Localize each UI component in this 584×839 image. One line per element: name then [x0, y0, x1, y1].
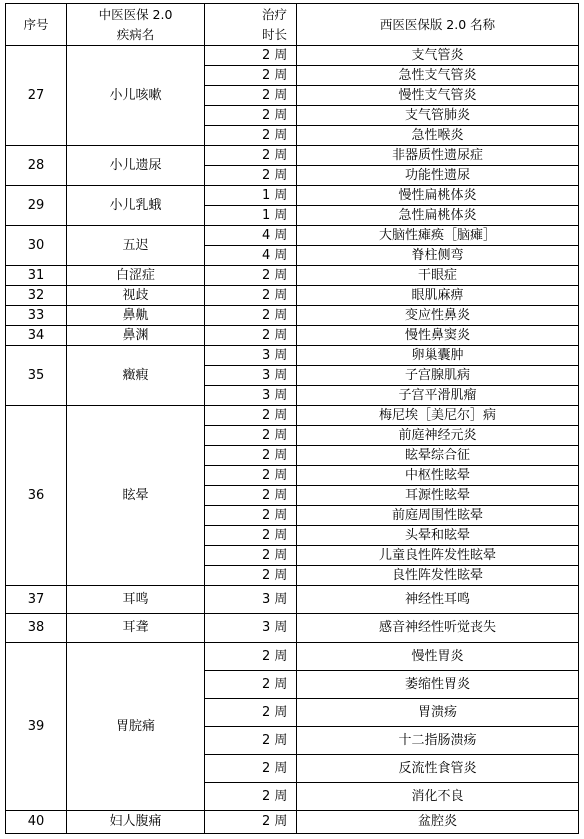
western-disease-name: 急性扁桃体炎 [297, 206, 579, 226]
table-row [6, 811, 579, 834]
western-disease-name: 反流性食管炎 [297, 755, 579, 783]
table-row [6, 226, 579, 246]
row-number: 40 [6, 811, 67, 834]
treatment-duration: 4 周 [205, 246, 297, 266]
treatment-duration: 2 周 [205, 106, 297, 126]
treatment-duration: 2 周 [205, 783, 297, 811]
row-number: 34 [6, 326, 67, 346]
western-disease-name: 良性阵发性眩晕 [297, 566, 579, 586]
treatment-duration: 1 周 [205, 186, 297, 206]
table-row [6, 186, 579, 206]
western-disease-name: 胃溃疡 [297, 699, 579, 727]
treatment-duration: 3 周 [205, 346, 297, 366]
western-disease-name: 盆腔炎 [297, 811, 579, 834]
row-number: 37 [6, 586, 67, 614]
western-disease-name: 神经性耳鸣 [297, 586, 579, 614]
row-number: 33 [6, 306, 67, 326]
treatment-duration: 2 周 [205, 266, 297, 286]
row-number: 29 [6, 186, 67, 226]
row-number: 31 [6, 266, 67, 286]
disease-mapping-table [5, 3, 579, 834]
western-disease-name: 萎缩性胃炎 [297, 671, 579, 699]
table-row [6, 266, 579, 286]
western-disease-name: 梅尼埃［美尼尔］病 [297, 406, 579, 426]
header-duration-line1: 治疗 [262, 6, 288, 22]
treatment-duration: 2 周 [205, 126, 297, 146]
western-disease-name: 感音神经性听觉丧失 [297, 614, 579, 643]
treatment-duration: 2 周 [205, 755, 297, 783]
treatment-duration: 2 周 [205, 566, 297, 586]
treatment-duration: 2 周 [205, 446, 297, 466]
table-row [6, 586, 579, 614]
treatment-duration: 2 周 [205, 86, 297, 106]
western-disease-name: 前庭周围性眩晕 [297, 506, 579, 526]
row-number: 32 [6, 286, 67, 306]
western-disease-name: 急性支气管炎 [297, 66, 579, 86]
tcm-disease-name: 眩晕 [67, 406, 205, 586]
tcm-disease-name: 耳聋 [67, 614, 205, 643]
western-disease-name: 慢性支气管炎 [297, 86, 579, 106]
treatment-duration: 3 周 [205, 614, 297, 643]
western-disease-name: 眼肌麻痹 [297, 286, 579, 306]
tcm-disease-name: 鼻渊 [67, 326, 205, 346]
row-number: 28 [6, 146, 67, 186]
treatment-duration: 2 周 [205, 699, 297, 727]
treatment-duration: 2 周 [205, 306, 297, 326]
tcm-disease-name: 五迟 [67, 226, 205, 266]
western-disease-name: 子宫平滑肌瘤 [297, 386, 579, 406]
row-number: 36 [6, 406, 67, 586]
header-duration [205, 4, 297, 46]
treatment-duration: 2 周 [205, 466, 297, 486]
treatment-duration: 3 周 [205, 386, 297, 406]
western-disease-name: 急性喉炎 [297, 126, 579, 146]
western-disease-name: 中枢性眩晕 [297, 466, 579, 486]
row-number: 30 [6, 226, 67, 266]
western-disease-name: 支气管炎 [297, 46, 579, 66]
table-row [6, 643, 579, 671]
header-number: 序号 [6, 4, 67, 46]
western-disease-name: 头晕和眩晕 [297, 526, 579, 546]
western-disease-name: 十二指肠溃疡 [297, 727, 579, 755]
tcm-disease-name: 白涩症 [67, 266, 205, 286]
header-western-disease: 西医医保版 2.0 名称 [297, 4, 579, 46]
western-disease-name: 支气管肺炎 [297, 106, 579, 126]
western-disease-name: 非器质性遗尿症 [297, 146, 579, 166]
western-disease-name: 前庭神经元炎 [297, 426, 579, 446]
western-disease-name: 慢性鼻窦炎 [297, 326, 579, 346]
table-row [6, 346, 579, 366]
treatment-duration: 2 周 [205, 46, 297, 66]
treatment-duration: 2 周 [205, 166, 297, 186]
tcm-disease-name: 小儿咳嗽 [67, 46, 205, 146]
table-header-row [6, 4, 579, 46]
western-disease-name: 变应性鼻炎 [297, 306, 579, 326]
header-tcm-line2: 疾病名 [116, 26, 155, 42]
row-number: 38 [6, 614, 67, 643]
western-disease-name: 儿童良性阵发性眩晕 [297, 546, 579, 566]
western-disease-name: 耳源性眩晕 [297, 486, 579, 506]
table-row [6, 286, 579, 306]
treatment-duration: 2 周 [205, 671, 297, 699]
treatment-duration: 2 周 [205, 146, 297, 166]
western-disease-name: 功能性遗尿 [297, 166, 579, 186]
tcm-disease-name: 胃脘痛 [67, 643, 205, 811]
western-disease-name: 干眼症 [297, 266, 579, 286]
treatment-duration: 2 周 [205, 727, 297, 755]
treatment-duration: 2 周 [205, 486, 297, 506]
header-duration-line2: 时长 [262, 26, 288, 42]
treatment-duration: 2 周 [205, 546, 297, 566]
treatment-duration: 2 周 [205, 406, 297, 426]
treatment-duration: 2 周 [205, 811, 297, 834]
header-tcm-disease [67, 4, 205, 46]
western-disease-name: 子宫腺肌病 [297, 366, 579, 386]
western-disease-name: 消化不良 [297, 783, 579, 811]
treatment-duration: 4 周 [205, 226, 297, 246]
table-row [6, 406, 579, 426]
western-disease-name: 脊柱侧弯 [297, 246, 579, 266]
tcm-disease-name: 耳鸣 [67, 586, 205, 614]
treatment-duration: 3 周 [205, 586, 297, 614]
treatment-duration: 2 周 [205, 286, 297, 306]
treatment-duration: 2 周 [205, 426, 297, 446]
tcm-disease-name: 妇人腹痛 [67, 811, 205, 834]
tcm-disease-name: 小儿遗尿 [67, 146, 205, 186]
treatment-duration: 3 周 [205, 366, 297, 386]
western-disease-name: 慢性胃炎 [297, 643, 579, 671]
treatment-duration: 2 周 [205, 506, 297, 526]
table-row [6, 46, 579, 66]
table-row [6, 306, 579, 326]
tcm-disease-name: 癥瘕 [67, 346, 205, 406]
western-disease-name: 慢性扁桃体炎 [297, 186, 579, 206]
row-number: 39 [6, 643, 67, 811]
treatment-duration: 2 周 [205, 526, 297, 546]
header-tcm-line1: 中医医保 2.0 [98, 6, 173, 22]
row-number: 27 [6, 46, 67, 146]
row-number: 35 [6, 346, 67, 406]
table-row [6, 146, 579, 166]
tcm-disease-name: 视歧 [67, 286, 205, 306]
tcm-disease-name: 鼻鼽 [67, 306, 205, 326]
table-row [6, 326, 579, 346]
treatment-duration: 2 周 [205, 643, 297, 671]
treatment-duration: 1 周 [205, 206, 297, 226]
table-body [6, 46, 579, 834]
western-disease-name: 卵巢囊肿 [297, 346, 579, 366]
western-disease-name: 大脑性瘫痪［脑瘫］ [297, 226, 579, 246]
western-disease-name: 眩晕综合征 [297, 446, 579, 466]
tcm-disease-name: 小儿乳蛾 [67, 186, 205, 226]
treatment-duration: 2 周 [205, 326, 297, 346]
table-row [6, 614, 579, 643]
treatment-duration: 2 周 [205, 66, 297, 86]
